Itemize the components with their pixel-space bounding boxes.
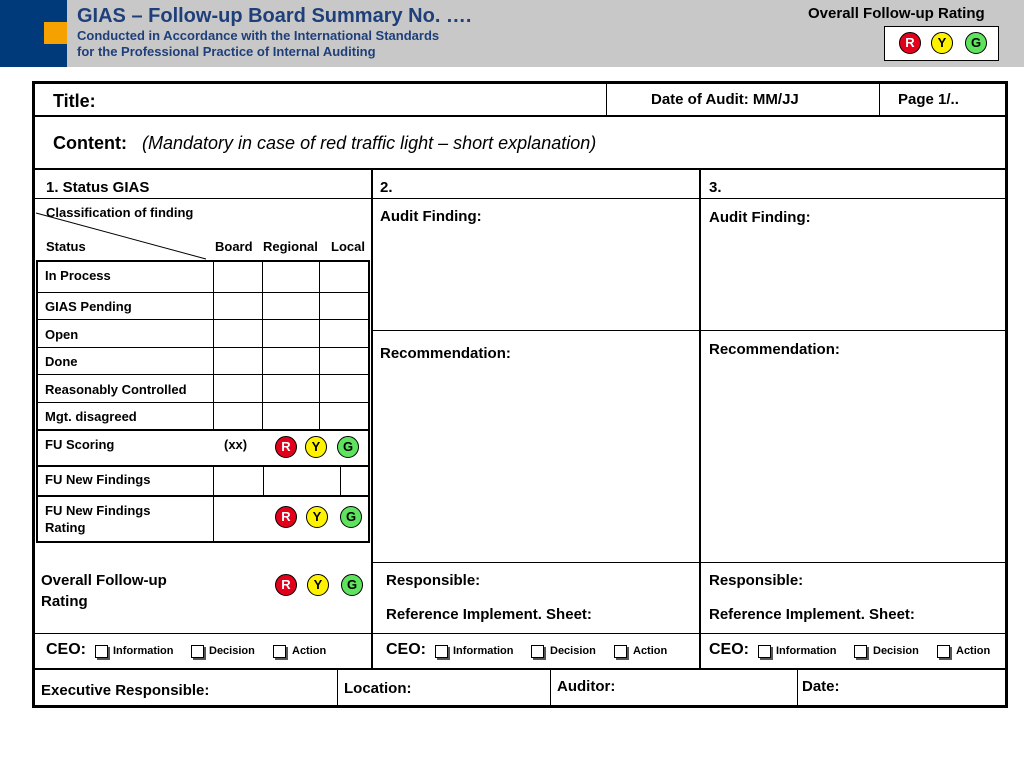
page-subtitle-line2: for the Professional Practice of Internal Auditing [77,44,376,59]
fu-new-findings-label: FU New Findings [45,472,151,487]
status-row-label: Open [45,327,79,342]
divider [879,84,880,116]
finding-3-recommendation-label: Recommendation: [709,341,840,358]
page-subtitle-line1: Conducted in Accordance with the International Standards [77,28,440,43]
ceo-action-label: Action [956,645,991,657]
logo-orange-square [44,22,67,44]
divider [36,429,370,431]
divider [699,169,701,669]
header-traffic-light [884,26,999,61]
divider [262,261,263,429]
page-title: GIAS – Follow-up Board Summary No. …. [77,5,472,27]
column-board: Board [215,239,253,254]
auditor-label: Auditor: [557,678,616,695]
title-label: Title: [53,91,96,111]
green-light-icon[interactable]: G [337,436,359,458]
ceo-decision-checkbox[interactable] [854,645,867,658]
ceo-information-label: Information [113,645,174,657]
fu-new-findings-rating-label-line2: Rating [45,520,86,535]
ceo-action-label: Action [292,645,327,657]
finding-2-responsible-label: Responsible: [386,572,481,589]
ceo-decision-checkbox[interactable] [531,645,544,658]
status-row-label: GIAS Pending [45,299,132,314]
fu-scoring-label: FU Scoring [45,437,115,452]
green-light-icon[interactable]: G [341,574,363,596]
divider [213,261,214,429]
divider [36,465,370,467]
green-light-icon[interactable]: G [340,506,362,528]
ceo-action-checkbox[interactable] [273,645,286,658]
content-label: Content: [53,133,127,153]
divider [606,84,607,116]
finding-2-recommendation-label: Recommendation: [380,345,511,362]
red-light-icon[interactable]: R [275,436,297,458]
divider [340,466,341,496]
ceo-action-checkbox[interactable] [937,645,950,658]
divider [550,669,551,705]
divider [34,668,1006,670]
finding-3-reference-label: Reference Implement. Sheet: [709,606,915,623]
status-row-label: Mgt. disagreed [45,409,137,424]
finding-3-number: 3. [709,179,722,196]
fu-scoring-value: (xx) [224,437,248,452]
ceo-label: CEO: [709,641,749,658]
overall-rating-label-line1: Overall Follow-up [41,572,167,589]
overall-rating-label-line2: Rating [41,593,88,610]
divider [263,466,264,496]
fu-new-findings-rating-label-line1: FU New Findings [45,503,151,518]
finding-2-number: 2. [380,179,393,196]
date-label: Date: [802,678,840,695]
location-label: Location: [344,680,412,697]
red-light-icon[interactable]: R [275,506,297,528]
divider [319,261,320,429]
ceo-information-label: Information [776,645,837,657]
divider [213,466,214,542]
ceo-decision-label: Decision [873,645,919,657]
content-note: (Mandatory in case of red traffic light – short explanation) [142,133,597,153]
red-light-icon[interactable]: R [899,32,921,54]
yellow-light-icon[interactable]: Y [306,506,328,528]
divider [337,669,338,705]
classification-label: Classification of finding [46,205,194,220]
date-of-audit-label: Date of Audit: MM/JJ [651,91,799,108]
ceo-action-label: Action [633,645,668,657]
executive-responsible-label: Executive Responsible: [41,682,210,699]
red-light-icon[interactable]: R [275,574,297,596]
finding-2-audit-finding-label: Audit Finding: [380,208,482,225]
ceo-label: CEO: [386,641,426,658]
status-label: Status [46,239,86,254]
ceo-information-checkbox[interactable] [435,645,448,658]
column-local: Local [331,239,365,254]
ceo-decision-label: Decision [550,645,596,657]
yellow-light-icon[interactable]: Y [931,32,953,54]
divider [36,495,370,497]
page-number-label: Page 1/.. [898,91,959,108]
finding-2-reference-label: Reference Implement. Sheet: [386,606,592,623]
header-overall-rating-label: Overall Follow-up Rating [808,5,985,22]
status-section-heading: 1. Status GIAS [46,179,150,196]
finding-3-responsible-label: Responsible: [709,572,804,589]
finding-3-audit-finding-label: Audit Finding: [709,209,811,226]
divider [372,330,1006,331]
green-light-icon[interactable]: G [965,32,987,54]
ceo-information-checkbox[interactable] [95,645,108,658]
ceo-decision-checkbox[interactable] [191,645,204,658]
ceo-decision-label: Decision [209,645,255,657]
ceo-action-checkbox[interactable] [614,645,627,658]
status-row-label: Reasonably Controlled [45,382,187,397]
status-row-label: Done [45,354,78,369]
divider [34,115,1006,117]
ceo-label: CEO: [46,641,86,658]
ceo-information-checkbox[interactable] [758,645,771,658]
yellow-light-icon[interactable]: Y [307,574,329,596]
divider [372,562,1006,563]
divider [34,633,1006,634]
yellow-light-icon[interactable]: Y [305,436,327,458]
column-regional: Regional [263,239,318,254]
ceo-information-label: Information [453,645,514,657]
divider [34,168,1006,170]
divider [797,669,798,705]
status-row-label: In Process [45,268,111,283]
